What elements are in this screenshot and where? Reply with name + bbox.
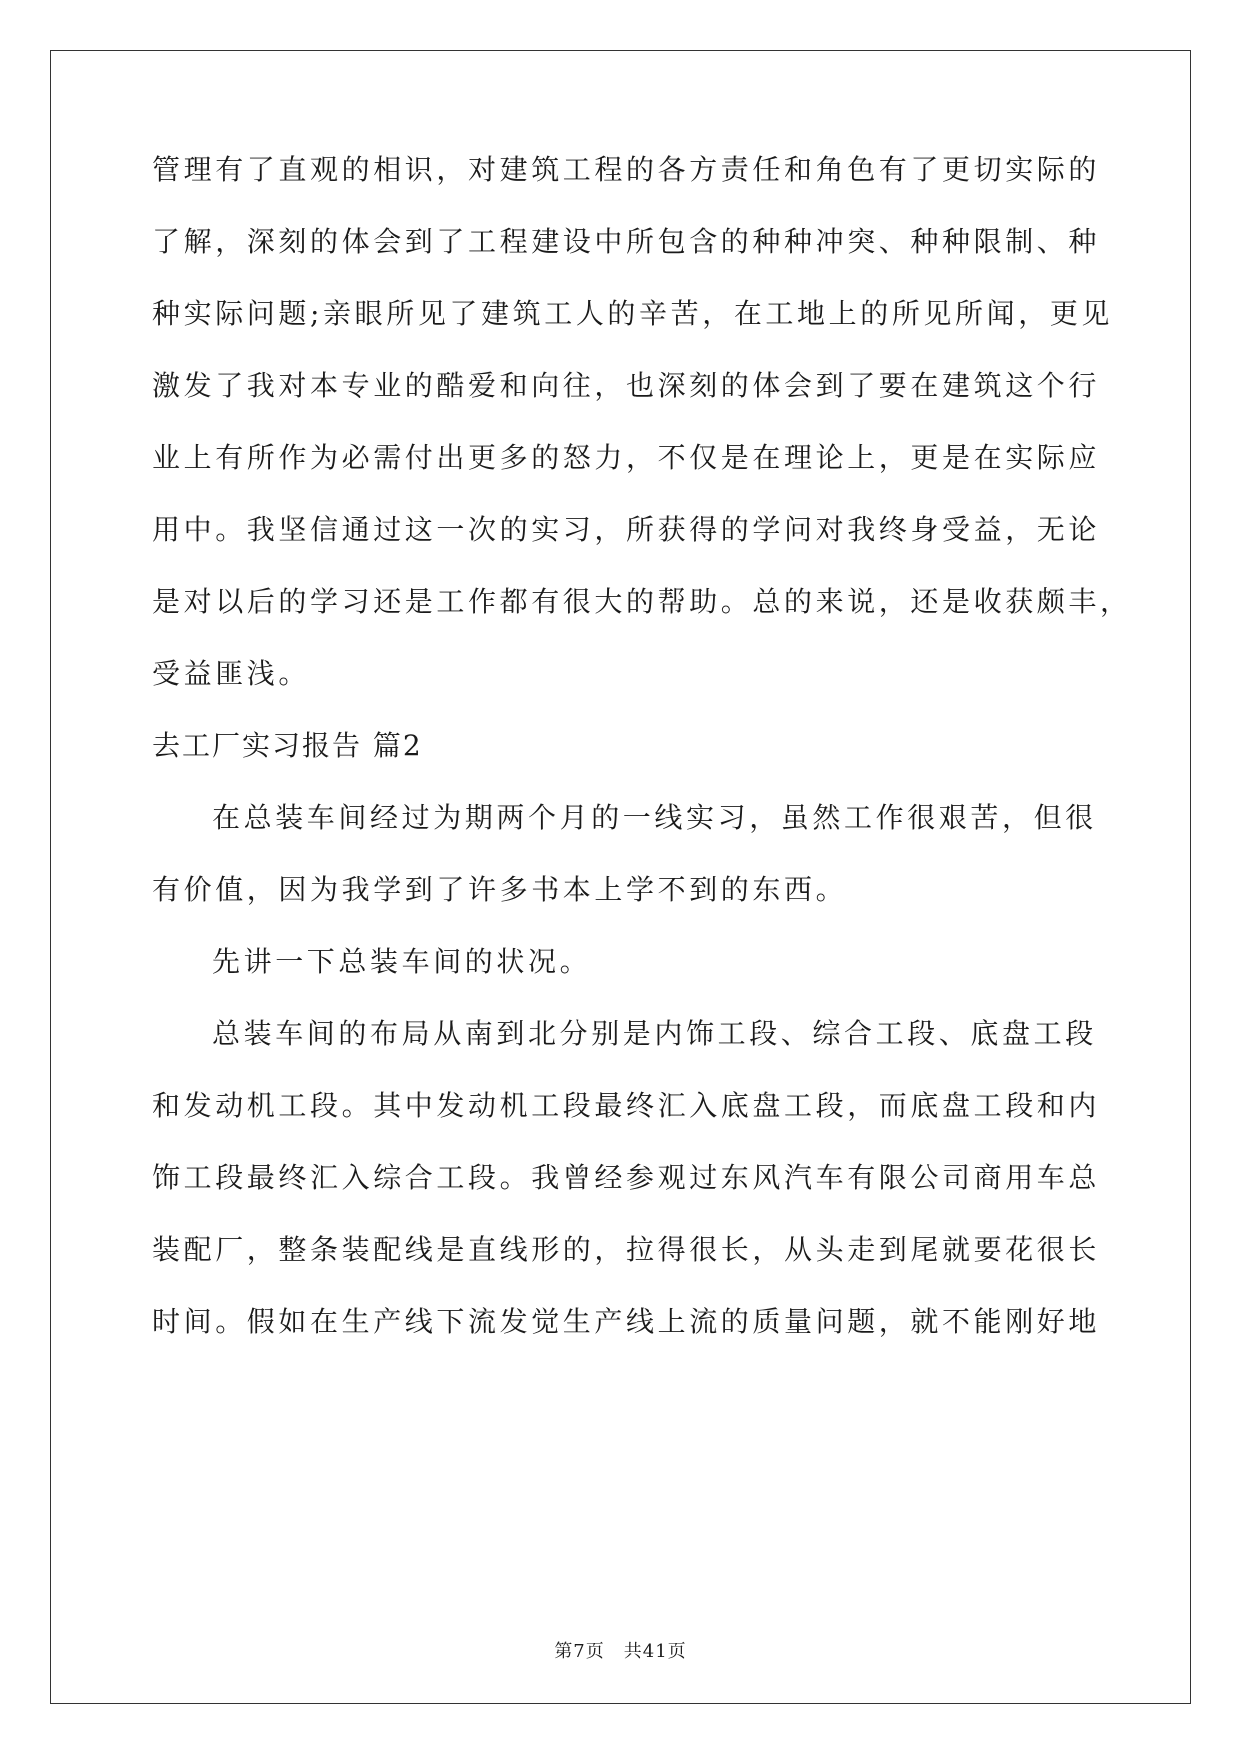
text-line: 装配厂，整条装配线是直线形的，拉得很长，从头走到尾就要花很长 <box>152 1233 1101 1266</box>
text-line: 是对以后的学习还是工作都有很大的帮助。总的来说，还是收获颇丰， <box>152 585 1132 618</box>
text-line: 时间。假如在生产线下流发觉生产线上流的质量问题，就不能刚好地 <box>152 1305 1101 1338</box>
text-line: 饰工段最终汇入综合工段。我曾经参观过东风汽车有限公司商用车总 <box>152 1161 1101 1194</box>
text-line: 管理有了直观的相识，对建筑工程的各方责任和角色有了更切实际的 <box>152 153 1101 186</box>
paragraph-first-line: 先讲一下总装车间的状况。 <box>212 945 592 978</box>
text-line: 种实际问题;亲眼所见了建筑工人的辛苦，在工地上的所见所闻，更见 <box>152 297 1114 330</box>
section-heading: 去工厂实习报告 篇2 <box>152 729 423 762</box>
text-line: 有价值，因为我学到了许多书本上学不到的东西。 <box>152 873 848 906</box>
text-line: 和发动机工段。其中发动机工段最终汇入底盘工段，而底盘工段和内 <box>152 1089 1101 1122</box>
text-line: 用中。我坚信通过这一次的实习，所获得的学问对我终身受益，无论 <box>152 513 1101 546</box>
text-line: 了解，深刻的体会到了工程建设中所包含的种种冲突、种种限制、种 <box>152 225 1101 258</box>
text-line: 激发了我对本专业的酷爱和向往，也深刻的体会到了要在建筑这个行 <box>152 369 1101 402</box>
paragraph-first-line: 在总装车间经过为期两个月的一线实习，虽然工作很艰苦，但很 <box>212 801 1097 834</box>
paragraph-first-line: 总装车间的布局从南到北分别是内饰工段、综合工段、底盘工段 <box>212 1017 1097 1050</box>
text-line: 受益匪浅。 <box>152 657 311 690</box>
text-line: 业上有所作为必需付出更多的怒力，不仅是在理论上，更是在实际应 <box>152 441 1101 474</box>
page-number-footer: 第7页 共41页 <box>554 1641 687 1662</box>
